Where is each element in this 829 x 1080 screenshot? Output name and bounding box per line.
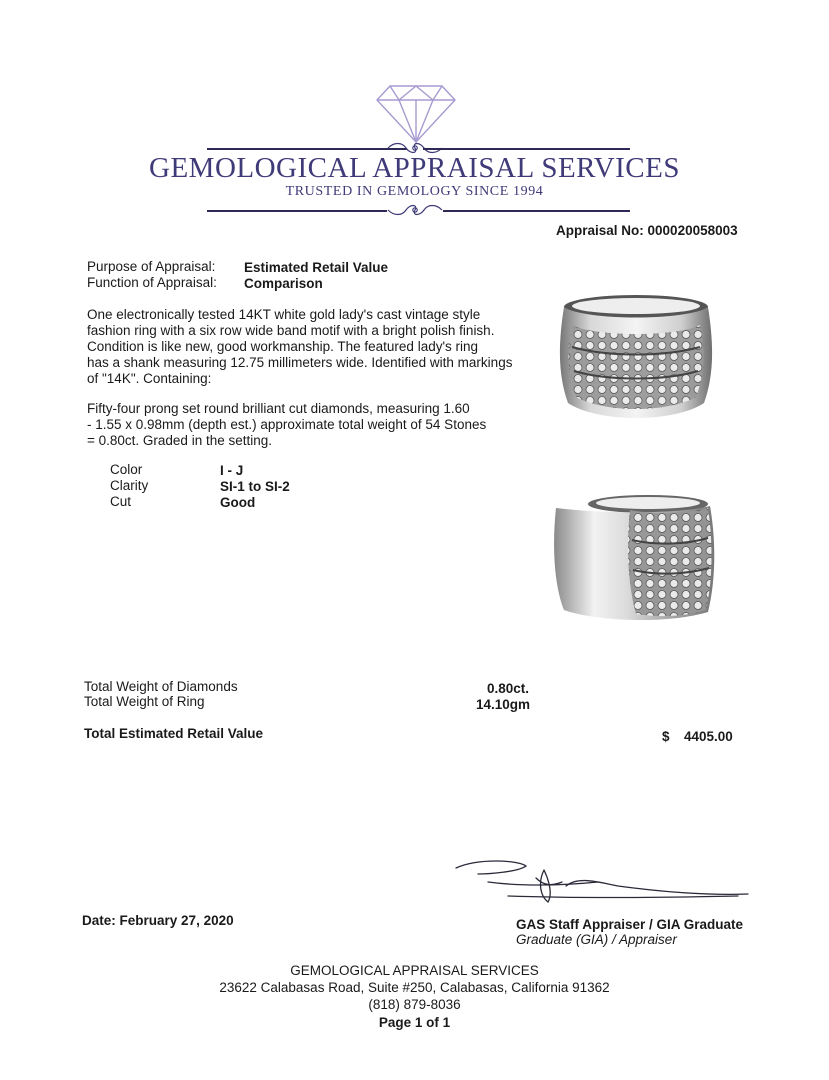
- item-description: [87, 307, 512, 387]
- ring-photo-side: [548, 490, 723, 630]
- page-number: Page 1 of 1: [378, 1015, 451, 1030]
- date-label: Date:: [82, 913, 116, 928]
- diamond-line: = 0.80ct. Graded in the setting.: [87, 433, 272, 448]
- function-label: Function of Appraisal:: [87, 275, 217, 290]
- grade-color-value: I - J: [220, 463, 244, 478]
- company-name: GEMOLOGICAL APPRAISAL SERVICES: [149, 152, 680, 184]
- appraisal-no-value: 000020058003: [647, 223, 738, 238]
- diamond-weight-label: Total Weight of Diamonds: [84, 679, 238, 694]
- header-rule-top-left: [207, 148, 407, 150]
- header-rule-bottom-right: [443, 210, 630, 212]
- grade-cut-value: Good: [220, 495, 256, 510]
- diamond-logo-icon: [375, 84, 457, 144]
- retail-value: 4405.00: [684, 729, 733, 744]
- flourish-bottom-icon: [384, 202, 446, 218]
- diamond-description: [87, 401, 486, 449]
- footer-company: GEMOLOGICAL APPRAISAL SERVICES: [290, 963, 539, 978]
- appraiser-signature: [448, 852, 753, 912]
- ring-weight-value: 14.10gm: [476, 697, 531, 712]
- diamond-line: - 1.55 x 0.98mm (depth est.) approximate total weight of 54 Stones: [87, 417, 487, 432]
- retail-value-label: Total Estimated Retail Value: [84, 726, 264, 741]
- grade-clarity-label: Clarity: [110, 478, 149, 493]
- grade-clarity-value: SI-1 to SI-2: [220, 479, 290, 494]
- company-tagline: TRUSTED IN GEMOLOGY SINCE 1994: [285, 184, 544, 199]
- description-line: has a shank measuring 12.75 millimeters wide. Identified with markings: [87, 355, 513, 370]
- function-value: Comparison: [244, 276, 323, 291]
- description-line: Condition is like new, good workmanship. The featured lady's ring: [87, 339, 479, 354]
- footer-address: 23622 Calabasas Road, Suite #250, Calabasas, California 91362: [219, 980, 610, 995]
- footer: [0, 962, 829, 1031]
- appraisal-no-label: Appraisal No:: [556, 223, 644, 238]
- header-rule-bottom-left: [207, 210, 387, 212]
- grade-color-label: Color: [110, 462, 143, 477]
- description-line: One electronically tested 14KT white gold lady's cast vintage style: [87, 307, 481, 322]
- appraiser-subtitle: Graduate (GIA) / Appraiser: [516, 932, 677, 947]
- header-rule-top-right: [423, 148, 630, 150]
- ring-photo-front: [548, 285, 723, 425]
- diamond-weight-value: 0.80ct.: [487, 681, 530, 696]
- appraisal-date: [82, 913, 234, 929]
- appraisal-number: [556, 223, 738, 239]
- purpose-label: Purpose of Appraisal:: [87, 259, 216, 274]
- appraiser-title: GAS Staff Appraiser / GIA Graduate: [516, 917, 744, 932]
- purpose-value: Estimated Retail Value: [244, 260, 389, 275]
- currency-symbol: $: [662, 729, 670, 744]
- diamond-line: Fifty-four prong set round brilliant cut diamonds, measuring 1.60: [87, 401, 470, 416]
- footer-phone: (818) 879-8036: [368, 997, 461, 1012]
- description-line: of "14K". Containing:: [87, 371, 212, 386]
- grade-cut-label: Cut: [110, 494, 132, 509]
- description-line: fashion ring with a six row wide band motif with a bright polish finish.: [87, 323, 495, 338]
- ring-weight-label: Total Weight of Ring: [84, 694, 205, 709]
- date-value: February 27, 2020: [119, 913, 234, 928]
